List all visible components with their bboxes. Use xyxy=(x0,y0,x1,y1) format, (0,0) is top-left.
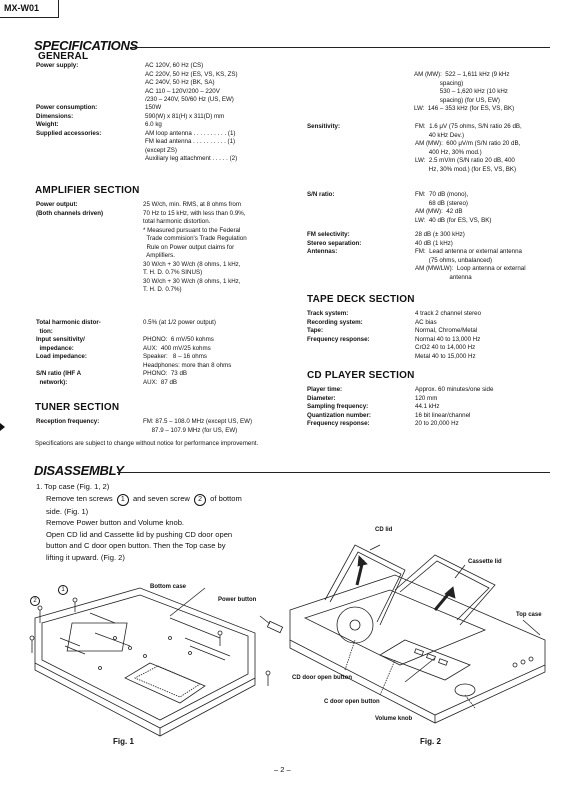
cassette-lid-label: Cassette lid xyxy=(468,559,502,565)
spec-notice: Specifications are subject to change without notice for performance improvement. xyxy=(35,440,259,447)
top-case-label: Top case xyxy=(516,612,542,618)
spec-label: Recording system: xyxy=(307,318,363,326)
spec-value: 25 W/ch, min. RMS, at 8 ohms from 70 Hz to 15 kHz, with less than 0.9%, total harmonic distortion. * Measured pursuant to the Federal Trade commision's Trade Regulation Rule on Power output claims for Amplifiers. 30 W/ch + 30 W/ch (8 ohms, 1 kHz, T. H. D. 0.7% SINUS) 30 W/ch + 30 W/ch (8 ohms, 1 kHz, T. H. D. 0.7%) xyxy=(143,201,247,293)
cd-door-open-button-label: CD door open button xyxy=(292,675,352,681)
spec-row xyxy=(36,353,301,370)
model-tag: MX-W01 xyxy=(0,0,59,18)
step-line: lifting it upward. (Fig. 2) xyxy=(46,552,125,562)
tape-heading: TAPE DECK SECTION xyxy=(307,294,415,305)
spec-value: 120 mm xyxy=(415,394,438,402)
general-section xyxy=(36,62,301,164)
spec-row xyxy=(307,336,557,362)
am-frequency-block: AM (MW): 522 – 1,611 kHz (9 kHz spacing) 530 – 1,620 kHz (10 kHz spacing) (for US, EW) LW: 146 – 353 kHz (for ES, VS, BK) xyxy=(414,71,515,112)
disassembly-rule xyxy=(117,472,550,473)
callout-1-icon: 1 xyxy=(58,585,68,595)
step-title: 1. Top case (Fig. 1, 2) xyxy=(36,482,110,491)
spec-label: Track system: xyxy=(307,310,349,317)
amplifier-section xyxy=(36,201,301,387)
spec-value: 150W xyxy=(145,104,162,111)
step-line: Open CD lid and Cassette lid by pushing CD door open xyxy=(46,529,233,539)
specifications-title: SPECIFICATIONS xyxy=(34,38,138,53)
spec-row xyxy=(307,310,557,319)
bottom-case-label: Bottom case xyxy=(150,584,187,590)
spec-label: Tape: xyxy=(307,327,324,334)
spec-row xyxy=(307,420,557,429)
spec-value: Normal 40 to 13,000 Hz CrO2 40 to 14,000 Hz Metal 40 to 15,000 Hz xyxy=(415,335,481,360)
spec-label: Total harmonic distor- tion: xyxy=(36,319,101,335)
tape-section xyxy=(307,310,557,362)
cd-heading: CD PLAYER SECTION xyxy=(307,370,415,381)
tuner-section xyxy=(36,418,301,435)
spec-value: AM loop antenna . . . . . . . . . . (1) FM lead antenna . . . . . . . . . . (1) (except ZS) Auxiliary leg attachment . . . . . (2) xyxy=(145,129,238,162)
spec-label: Frequency response: xyxy=(307,335,370,343)
step-line xyxy=(36,493,336,506)
spec-row xyxy=(36,370,301,387)
spec-label: Input sensitivity/ impedance: xyxy=(36,336,85,352)
spec-value: AC bias xyxy=(415,318,437,326)
spec-label: S/N ratio (IHF A network): xyxy=(36,370,82,386)
cd-lid-label: CD lid xyxy=(375,527,393,533)
spec-value: 590(W) x 81(H) x 311(D) mm xyxy=(145,112,225,120)
step-text: and seven screw xyxy=(132,493,190,503)
spec-value: FM: 87.5 – 108.0 MHz (except US, EW) 87.9 – 107.9 MHz (for US, EW) xyxy=(143,418,253,434)
spec-label: FM selectivity: xyxy=(307,231,350,238)
spec-row xyxy=(307,191,557,231)
spec-row xyxy=(36,121,301,130)
step-line: Remove Power button and Volume knob. xyxy=(46,518,185,527)
cd-section xyxy=(307,386,557,429)
spec-label: Power output: (Both channels driven) xyxy=(36,201,104,217)
spec-label: Supplied accessories: xyxy=(36,129,102,137)
step-text: of bottom xyxy=(210,493,242,503)
spec-row xyxy=(36,130,301,164)
spec-label: Diameter: xyxy=(307,394,336,402)
spec-value: Approx. 60 minutes/one side xyxy=(415,386,494,393)
spec-row xyxy=(307,327,557,336)
callout-1-icon: 1 xyxy=(117,494,129,506)
callout-2-icon: 2 xyxy=(194,494,206,506)
c-door-open-button-label: C door open button xyxy=(324,699,380,705)
spec-value: FM: 70 dB (mono), 68 dB (stereo) AM (MW): 42 dB LW: 40 dB (for ES, VS, BK) xyxy=(415,191,492,224)
power-button-label: Power button xyxy=(218,597,257,603)
amplifier-heading: AMPLIFIER SECTION xyxy=(35,185,140,196)
spec-row xyxy=(307,395,557,404)
spec-value: 44.1 kHz xyxy=(415,403,440,410)
spec-label: Quantization number: xyxy=(307,411,371,419)
spec-row xyxy=(36,113,301,122)
title-rule xyxy=(130,47,550,48)
spec-row xyxy=(307,123,557,183)
spec-row xyxy=(36,336,301,353)
fig1-caption: Fig. 1 xyxy=(113,737,134,746)
spec-row xyxy=(307,240,557,249)
spec-value: AC 120V, 60 Hz (CS) AC 220V, 50 Hz (ES, VS, KS, ZS) AC 240V, 50 Hz (BK, SA) AC 110 – 120V/200 – 220V /230 – 240V, 50/60 Hz (US, EW) xyxy=(145,62,238,103)
spec-value: Normal, Chrome/Metal xyxy=(415,327,478,334)
step-line: button and C door open button. Then the Top case by xyxy=(46,541,226,550)
spec-row xyxy=(36,418,301,435)
fig2-caption: Fig. 2 xyxy=(420,737,441,746)
spec-label: Weight: xyxy=(36,121,59,128)
spec-label: Player time: xyxy=(307,386,343,393)
spec-value: 16 bit linear/channel xyxy=(415,411,471,419)
spec-value: PHONO: 6 mV/50 kohms AUX: 400 mV/25 kohms xyxy=(143,336,214,352)
spec-row xyxy=(307,248,557,284)
volume-knob-label: Volume knob xyxy=(375,716,413,722)
tuner-heading: TUNER SECTION xyxy=(35,402,120,413)
spec-label: Sampling frequency: xyxy=(307,403,369,410)
page-number: – 2 – xyxy=(274,765,291,774)
spec-value: 0.5% (at 1/2 power output) xyxy=(143,319,216,326)
spec-label: Reception frequency: xyxy=(36,418,100,425)
spec-label: Sensitivity: xyxy=(307,123,341,130)
spec-row xyxy=(307,319,557,328)
spec-label: Frequency response: xyxy=(307,420,370,427)
spec-label: Power supply: xyxy=(36,62,79,69)
spec-value: 28 dB (± 300 kHz) xyxy=(415,231,465,238)
spec-label: Load impedance: xyxy=(36,353,87,360)
spec-row xyxy=(36,104,301,113)
margin-arrow-icon xyxy=(0,423,5,431)
spec-value: Speaker: 8 – 16 ohms Headphones: more than 8 ohms xyxy=(143,353,232,369)
spec-label: Power consumption: xyxy=(36,104,98,111)
spec-row xyxy=(36,62,301,104)
spec-value: 20 to 20,000 Hz xyxy=(415,420,459,427)
spec-value: PHONO: 73 dB AUX: 87 dB xyxy=(143,370,188,386)
spec-value: 40 dB (1 kHz) xyxy=(415,239,453,247)
spec-label: Antennas: xyxy=(307,248,338,255)
general-heading: GENERAL xyxy=(38,51,89,62)
spec-row xyxy=(307,386,557,395)
spec-value: FM: 1.6 μV (75 ohms, S/N ratio 26 dB, 40 kHz Dev.) AM (MW): 600 μV/m (S/N ratio 20 dB, 400 Hz, 30% mod.) LW: 2.5 mV/m (S/N ratio 20 dB, 400 Hz, 30% mod.) (for ES, VS, BK) xyxy=(415,123,522,173)
spec-row xyxy=(307,412,557,421)
spec-value: FM: Lead antenna or external antenna (75 ohms, unbalanced) AM (MW/LW): Loop antenna or external antenna xyxy=(415,248,526,281)
callout-2-icon: 2 xyxy=(30,596,40,606)
spec-label: Stereo separation: xyxy=(307,239,362,247)
spec-value: 4 track 2 channel stereo xyxy=(415,310,482,317)
step-text: Remove ten screws xyxy=(46,493,113,503)
disassembly-title: DISASSEMBLY xyxy=(34,463,124,478)
fig1-illustration xyxy=(20,578,300,748)
spec-label: S/N ratio: xyxy=(307,191,335,198)
spec-row xyxy=(36,319,301,336)
spec-row xyxy=(307,403,557,412)
tuner-right-section xyxy=(307,123,557,284)
step-line: side. (Fig. 1) xyxy=(46,506,89,516)
spec-label: Dimensions: xyxy=(36,112,74,120)
spec-row xyxy=(307,231,557,240)
spec-value: 6.0 kg xyxy=(145,121,162,128)
spec-row xyxy=(36,201,301,319)
